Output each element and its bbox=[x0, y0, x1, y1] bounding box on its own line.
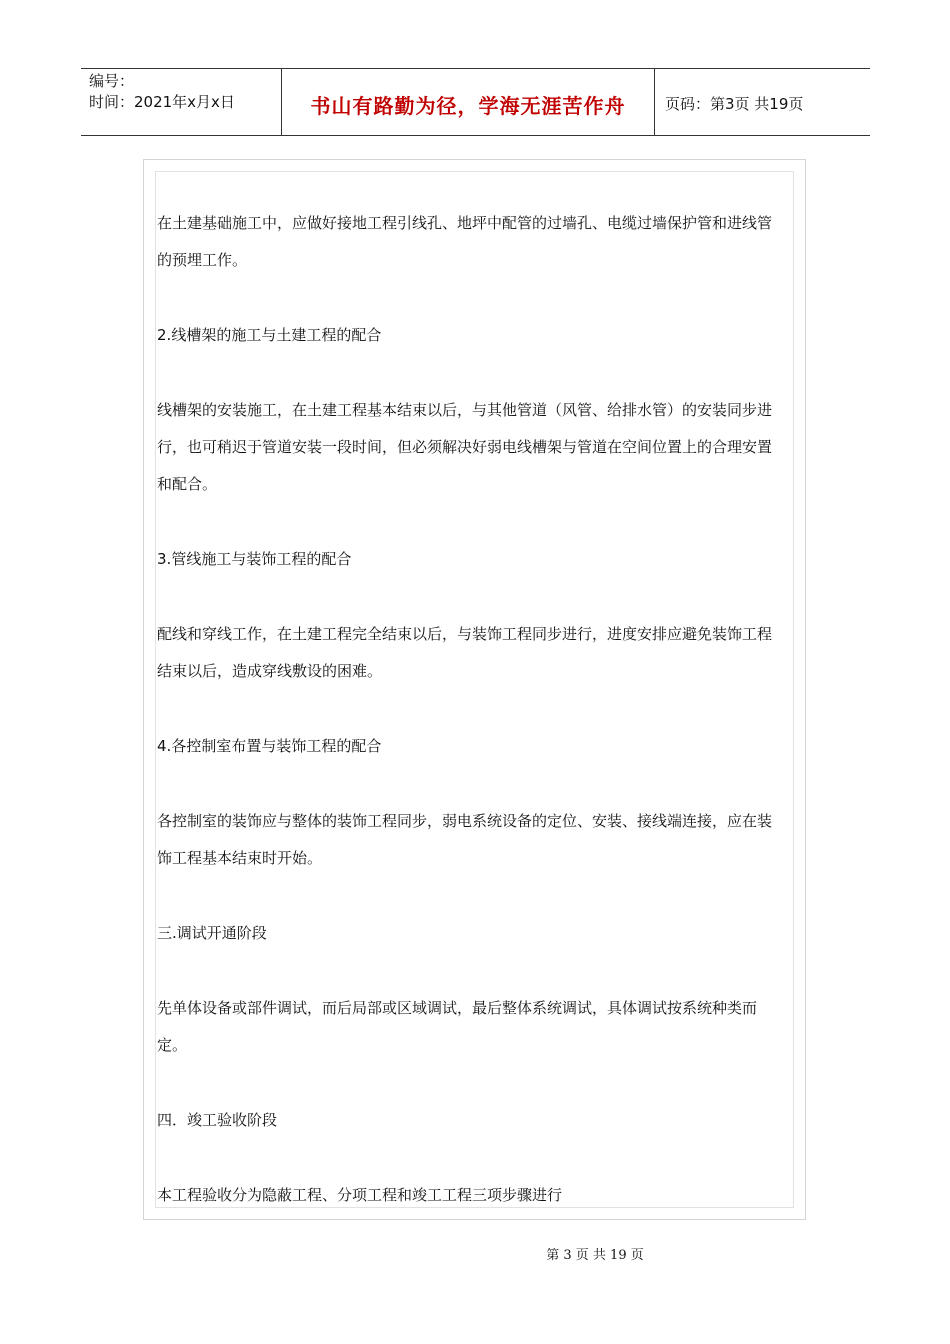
heading-number: 4. bbox=[157, 737, 172, 755]
heading-text: 各控制室布置与装饰工程的配合 bbox=[171, 737, 382, 755]
paragraph-wiring: 配线和穿线工作，在土建工程完全结束以后，与装饰工程同步进行，进度安排应避免装饰工程结束以后，造成穿线敷设的困难。 bbox=[157, 625, 773, 680]
page-footer: 第 3 页 共 19 页 bbox=[546, 1248, 644, 1263]
header-motto: 书山有路勤为径，学海无涯苦作舟 bbox=[282, 69, 655, 135]
paragraph-grounding-prep: 在土建基础施工中，应做好接地工程引线孔、地坪中配管的过墙孔、电缆过墙保护管和进线管的预埋工作。 bbox=[157, 214, 773, 269]
section-heading-commissioning: 三.调试开通阶段 bbox=[157, 924, 267, 942]
document-time-label: 时间：2021年x月x日 bbox=[89, 93, 235, 111]
heading-text: 线槽架的施工与土建工程的配合 bbox=[171, 326, 382, 344]
page-header bbox=[81, 68, 870, 136]
document-body bbox=[157, 205, 782, 1214]
paragraph-commissioning: 先单体设备或部件调试，而后局部或区域调试，最后整体系统调试，具体调试按系统种类而定。 bbox=[157, 999, 758, 1054]
heading-text: 管线施工与装饰工程的配合 bbox=[171, 550, 352, 568]
heading-number: 3. bbox=[157, 550, 172, 568]
heading-pipeline-decoration bbox=[157, 541, 782, 578]
header-page-info: 页码：第3页 共19页 bbox=[665, 94, 804, 113]
heading-cable-tray bbox=[157, 317, 782, 354]
document-number-label: 编号： bbox=[89, 72, 135, 90]
section-heading-acceptance: 四．竣工验收阶段 bbox=[157, 1111, 278, 1129]
paragraph-control-room: 各控制室的装饰应与整体的装饰工程同步，弱电系统设备的定位、安装、接线端连接，应在装饰工程基本结束时开始。 bbox=[157, 812, 773, 867]
paragraph-cable-tray: 线槽架的安装施工，在土建工程基本结束以后，与其他管道（风管、给排水管）的安装同步进行，也可稍迟于管道安装一段时间，但必须解决好弱电线槽架与管道在空间位置上的合理安置和配合。 bbox=[157, 401, 773, 493]
paragraph-acceptance: 本工程验收分为隐蔽工程、分项工程和竣工工程三项步骤进行 bbox=[157, 1186, 563, 1204]
header-meta bbox=[81, 69, 282, 135]
heading-control-room bbox=[157, 728, 782, 765]
heading-number: 2. bbox=[157, 326, 172, 344]
